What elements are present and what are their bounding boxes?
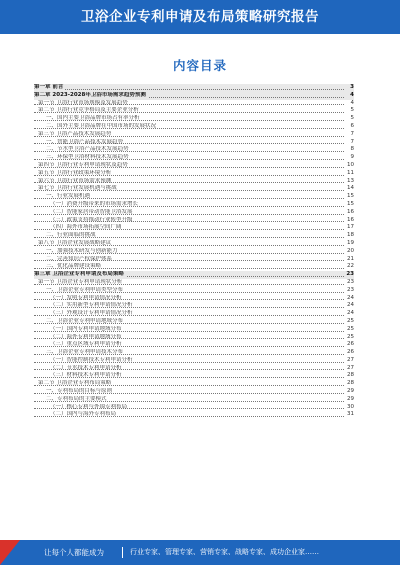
- toc-entry-title: 第五节 卫浴行业政策环境分析: [38, 169, 112, 176]
- toc-entry-page: 18: [344, 232, 354, 240]
- toc-entry-title: （一）核心专利与外围专利布局: [50, 403, 128, 410]
- toc-entry[interactable]: [34, 310, 354, 318]
- toc-entry[interactable]: [34, 256, 354, 264]
- toc-entry-page: 7: [344, 139, 354, 147]
- toc-entry-page: 20: [344, 248, 354, 256]
- toc-entry-page: 27: [344, 357, 354, 365]
- toc-entry[interactable]: [34, 193, 354, 201]
- toc-entry[interactable]: [34, 146, 354, 154]
- toc-entry-title: 三、优化品牌建设策略: [46, 263, 102, 270]
- toc-entry-title: 二、专利布局的主要模式: [46, 395, 107, 402]
- toc-entry-page: 13: [344, 178, 354, 186]
- toc-entry[interactable]: [34, 209, 354, 217]
- toc-entry[interactable]: [34, 263, 354, 271]
- footer-tagline: 行业专家、管理专家、营销专家、战略专家、成功企业家……: [130, 548, 319, 556]
- toc-entry[interactable]: [34, 380, 354, 388]
- toc-entry-page: 4: [344, 92, 354, 100]
- toc-entry-page: 26: [344, 349, 354, 357]
- toc-entry[interactable]: [34, 349, 354, 357]
- toc-entry[interactable]: [34, 178, 354, 186]
- toc-entry[interactable]: [34, 92, 354, 100]
- toc-entry[interactable]: [34, 154, 354, 162]
- toc-entry[interactable]: [34, 326, 354, 334]
- toc-entry-title: 一、行业发展机遇: [46, 193, 91, 200]
- footer-accent-shape: [0, 540, 20, 565]
- toc-entry-title: 一、国内主要卫浴品牌市场占有率分析: [46, 115, 140, 122]
- toc-entry-title: 一、智能卫浴产品技术发展趋势: [46, 138, 124, 145]
- toc-entry-title: 一、专利布局的目标与原则: [46, 388, 113, 395]
- toc-entry-page: 10: [344, 162, 354, 170]
- toc-entry[interactable]: [34, 295, 354, 303]
- toc-entry-page: 16: [344, 217, 354, 225]
- toc-entry-page: 5: [344, 115, 354, 123]
- toc-entry-page: 21: [344, 256, 354, 264]
- toc-entry[interactable]: [34, 248, 354, 256]
- toc-entry-page: 28: [344, 372, 354, 380]
- footer-slogan: 让每个人都能成为: [44, 548, 104, 557]
- toc-entry-title: 第四节 卫浴行业专利申请现状及趋势: [38, 161, 128, 168]
- toc-entry-title: （一）消费升级带来的市场需求增长: [50, 200, 139, 207]
- toc-entry-title: 第一节 卫浴行业市场规模及发展趋势: [38, 99, 128, 106]
- toc-entry[interactable]: [34, 302, 354, 310]
- toc-entry[interactable]: [34, 365, 354, 373]
- toc-entry[interactable]: [34, 185, 354, 193]
- toc-entry[interactable]: [34, 404, 354, 412]
- toc-entry[interactable]: [34, 100, 354, 108]
- toc-entry-page: 24: [344, 302, 354, 310]
- toc-entry-title: 第一节 卫浴企业专利申请现状分析: [38, 278, 123, 285]
- toc-entry-title: （三）重点区域专利申请分析: [50, 341, 122, 348]
- toc-entry-page: 17: [344, 224, 354, 232]
- toc-entry-page: 23: [344, 279, 354, 287]
- toc-entry[interactable]: [34, 123, 354, 131]
- toc-leader-dots: [34, 89, 344, 90]
- toc-entry-title: 三、卫浴企业专利申请技术分布: [46, 349, 124, 356]
- toc-entry-page: 15: [344, 193, 354, 201]
- toc-list: [34, 84, 354, 419]
- toc-entry[interactable]: [34, 396, 354, 404]
- toc-entry-page: 16: [344, 209, 354, 217]
- toc-entry-title: 二、行业面临的挑战: [46, 232, 96, 239]
- toc-entry-title: （二）国内与海外专利布局: [50, 411, 117, 418]
- toc-entry-page: 19: [344, 240, 354, 248]
- toc-entry-page: 26: [344, 341, 354, 349]
- toc-entry-page: 24: [344, 295, 354, 303]
- toc-entry-page: 25: [344, 334, 354, 342]
- toc-entry-page: 30: [344, 404, 354, 412]
- toc-entry-page: 29: [344, 396, 354, 404]
- toc-entry-title: （二）海外专利申请地域分布: [50, 333, 122, 340]
- toc-entry[interactable]: [34, 318, 354, 326]
- toc-entry-title: 二、节水型卫浴产品技术发展趋势: [46, 146, 129, 153]
- toc-entry-title: （一）智能控制技术专利申请分析: [50, 356, 133, 363]
- toc-entry-page: 7: [344, 131, 354, 139]
- toc-entry-title: （二）智能家居带动智能卫浴发展: [50, 208, 133, 215]
- report-title: 卫浴企业专利申请及布局策略研究报告: [81, 9, 319, 25]
- toc-entry[interactable]: [34, 372, 354, 380]
- toc-entry-title: （三）政策支持推动行业转型升级: [50, 216, 133, 223]
- toc-entry-title: 一、卫浴企业专利申请类型分布: [46, 286, 124, 293]
- toc-entry-page: 25: [344, 318, 354, 326]
- toc-entry-title: （三）外观设计专利申请情况分析: [50, 310, 133, 317]
- toc-entry[interactable]: [34, 411, 354, 419]
- toc-entry[interactable]: [34, 201, 354, 209]
- toc-entry-title: 第七节 卫浴行业发展机遇与挑战: [38, 185, 117, 192]
- toc-entry-title: 第二节 卫浴企业专利布局策略: [38, 380, 112, 387]
- toc-entry-page: 23: [344, 287, 354, 295]
- toc-entry-title: 第三节 卫浴产品技术发展趋势: [38, 130, 112, 137]
- toc-entry[interactable]: [34, 115, 354, 123]
- toc-entry-title: 第六节 卫浴行业市场需求预测: [38, 177, 112, 184]
- toc-entry-title: 三、环保型卫浴材料技术发展趋势: [46, 154, 129, 161]
- toc-entry[interactable]: [34, 107, 354, 115]
- toc-entry-title: 第二章 2023-2028年卫浴市场需求趋势预测: [34, 91, 146, 98]
- toc-entry[interactable]: [34, 84, 354, 92]
- toc-entry-page: 3: [344, 84, 354, 92]
- toc-entry-title: （一）国内专利申请地域分布: [50, 325, 122, 332]
- toc-entry-page: 25: [344, 326, 354, 334]
- toc-entry[interactable]: [34, 139, 354, 147]
- toc-entry-page: 15: [344, 201, 354, 209]
- toc-entry[interactable]: [34, 341, 354, 349]
- toc-entry[interactable]: [34, 224, 354, 232]
- toc-entry[interactable]: [34, 217, 354, 225]
- toc-entry-page: 31: [344, 411, 354, 419]
- toc-entry-title: 一、加强技术研发与创新能力: [46, 247, 118, 254]
- toc-entry-title: （二）节水技术专利申请分析: [50, 364, 122, 371]
- toc-entry-page: 8: [344, 146, 354, 154]
- toc-entry-page: 4: [344, 100, 354, 108]
- toc-entry[interactable]: [34, 131, 354, 139]
- toc-entry-title: 二、完善知识产权保护体系: [46, 255, 113, 262]
- toc-entry-title: 第二节 卫浴行业竞争格局及主要企业分析: [38, 107, 139, 114]
- toc-entry-title: 第三章 卫浴企业专利申请及布局策略: [34, 271, 124, 278]
- toc-entry-page: 29: [344, 388, 354, 396]
- toc-entry-title: 第一章 前言: [34, 84, 64, 90]
- toc-entry[interactable]: [34, 279, 354, 287]
- toc-entry-title: （三）材料技术专利申请分析: [50, 372, 122, 379]
- toc-entry-title: （四）海外市场拓展空间广阔: [50, 224, 122, 231]
- toc-entry-page: 24: [344, 310, 354, 318]
- toc-entry[interactable]: [34, 162, 354, 170]
- toc-entry-page: 9: [344, 154, 354, 162]
- toc-entry[interactable]: [34, 170, 354, 178]
- toc-entry-page: 14: [344, 185, 354, 193]
- toc-entry[interactable]: [34, 334, 354, 342]
- toc-entry-page: 27: [344, 365, 354, 373]
- toc-entry-page: 23: [344, 271, 354, 279]
- toc-entry-title: （二）实用新型专利申请情况分析: [50, 302, 133, 309]
- toc-entry-page: 22: [344, 263, 354, 271]
- footer-divider: [122, 547, 123, 558]
- toc-entry-title: 二、卫浴企业专利申请地域分布: [46, 317, 124, 324]
- toc-entry-title: 二、国外主要卫浴品牌在中国市场的发展状况: [46, 122, 157, 129]
- toc-entry[interactable]: [34, 232, 354, 240]
- toc-entry-title: 第八节 卫浴企业发展战略建议: [38, 239, 112, 246]
- toc-entry[interactable]: [34, 287, 354, 295]
- toc-entry-page: 5: [344, 107, 354, 115]
- toc-entry[interactable]: [34, 240, 354, 248]
- toc-entry-page: 28: [344, 380, 354, 388]
- toc-entry-page: 6: [344, 123, 354, 131]
- toc-entry-title: （一）发明专利申请情况分析: [50, 294, 122, 301]
- toc-heading: 内容目录: [172, 58, 227, 73]
- toc-entry[interactable]: [34, 357, 354, 365]
- toc-entry-page: 11: [344, 170, 354, 178]
- toc-entry[interactable]: [34, 388, 354, 396]
- toc-entry[interactable]: [34, 271, 354, 279]
